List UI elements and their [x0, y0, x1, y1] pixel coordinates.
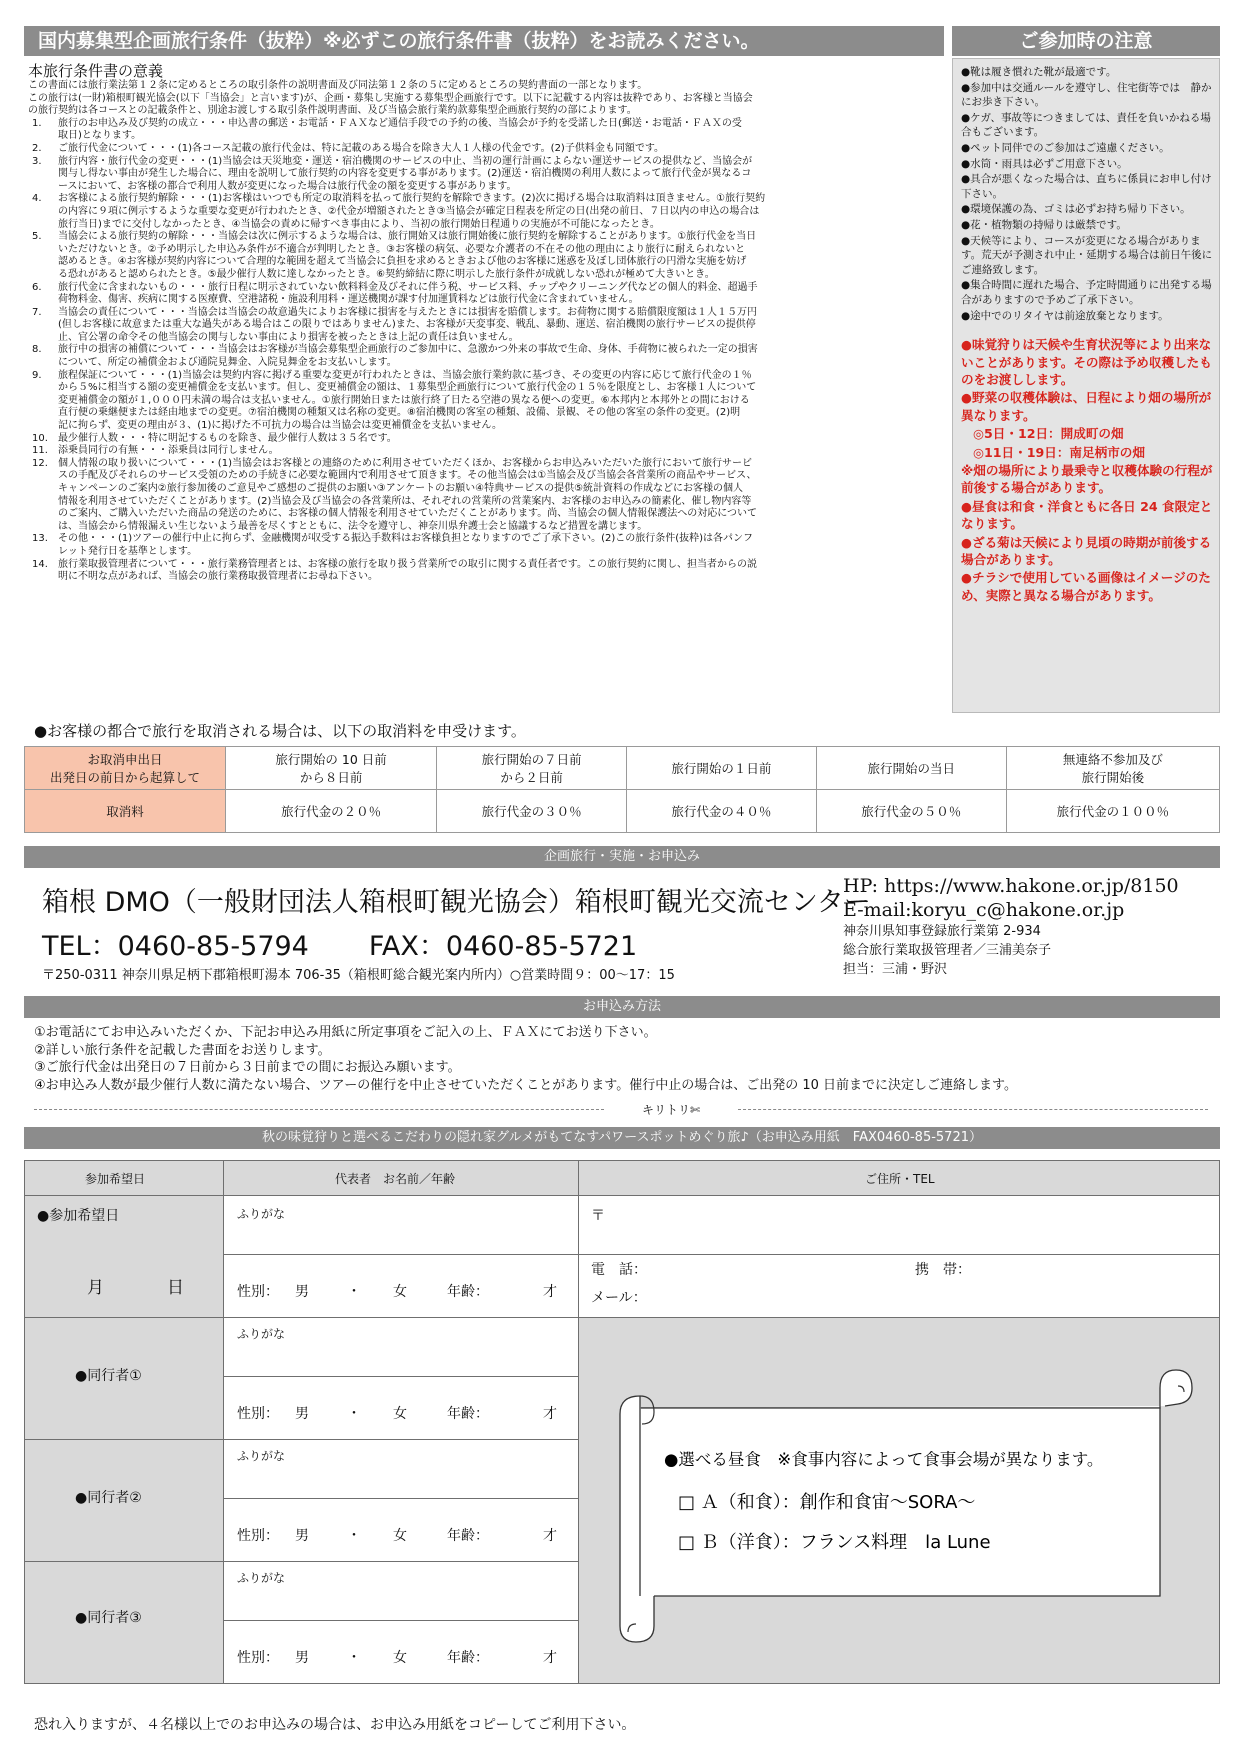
companion-3-furigana-field[interactable]: ふりがな — [237, 1571, 286, 1585]
companion-1-dot: ・ — [347, 1406, 361, 1422]
condition-item — [28, 193, 938, 231]
condition-line: レット発行日を基準とします。 — [58, 545, 198, 557]
organizer-address: 〒250-0311 神奈川県足柄下郡箱根町湯本 706-35（箱根町総合観光案内所内）○営業時間９：00～17：15 — [42, 968, 675, 983]
condition-line: る恐れがあると認められたとき。⑤最少催行人数に達しなかったとき。⑥契約締結に際に明示した旅行条件が成就しない恐れが極めて大きいとき。 — [58, 268, 715, 280]
condition-line: の内容に９項に例示するような重要な変更が行われたとき、②代金が増額されたとき③当協会が確定日程表を所定の日(出発の前日、７日以内の申込の場合は — [58, 205, 760, 217]
note-item: ●参加中は交通ルールを遵守し、住宅街等では 静かにお歩き下さい。 — [961, 81, 1212, 109]
condition-line: は、当協会から情報漏えい生じないよう最善を尽くすとともに、法令を遵守し、神奈川県弁護士会と協議するなど措置を講じます。 — [58, 520, 648, 532]
condition-item — [28, 118, 938, 143]
organizer-registration: 神奈川県知事登録旅行業第 2-934 総合旅行業取扱管理者／三浦美奈子 担当：三浦・野沢 — [843, 924, 1052, 977]
application-step: ②詳しい旅行条件を記載した書面をお送りします。 — [34, 1042, 331, 1058]
condition-line: 旅行業取扱管理者について・・・旅行業務管理者とは、お客様の旅行を取り扱う営業所での取引に関する責任者です。この旅行契約に関し、担当者からの説 — [58, 558, 757, 570]
companion-1-female-option[interactable]: 女 — [393, 1406, 407, 1422]
important-note: ●ざる菊は天候により見頃の時期が前後する場合があります。 — [961, 534, 1212, 567]
condition-item — [28, 143, 938, 156]
condition-line: 旅行中の損害の補償について・・・当協会はお客様が当協会募集型企画旅行のご参加中に、急激かつ外来の事故で生命、身体、手荷物に被られた一定の損害 — [58, 344, 758, 356]
condition-line: ースにおいて、お客様の都合で利用人数が変更になった場合は旅行代金の額を変更する事があります。 — [58, 180, 517, 192]
application-bar: お申込み方法 — [24, 996, 1220, 1018]
companion-2-age-label: 年齢： — [447, 1528, 489, 1544]
companion-2-dot: ・ — [347, 1528, 361, 1544]
condition-line: 旅行当日)までに交付しなかったとき、④当協会の責めに帰すべき事由により、当初の旅行開始日程通りの実施が不可能になったとき。 — [58, 218, 660, 230]
cancellation-fee-label: 取消料 — [25, 790, 226, 833]
cancellation-header-row — [25, 747, 1220, 790]
condition-line: のご案内、ご購入いただいた商品の発送のために、お客様の個人情報を利用させていただくことがあります。尚、当協会の個人情報保護法への対応について — [58, 508, 757, 520]
email-field[interactable]: メール： — [591, 1290, 647, 1306]
condition-number: 14. — [32, 558, 48, 570]
companion-3-age-label: 年齢： — [447, 1650, 489, 1666]
condition-line: 関与し得ない事由が発生した場合に、理由を説明して旅行契約の内容を変更する事があります。(2)運送・宿泊機関の利用人数によって旅行代金が異なるコ — [58, 168, 752, 180]
rep-dot: ・ — [347, 1284, 361, 1300]
condition-item — [28, 231, 938, 281]
condition-item — [28, 445, 938, 458]
condition-number: 7. — [32, 306, 42, 318]
condition-line: ご旅行代金について・・・(1)各コース記載の旅行代金は、特に記載のある場合を除き大人１人様の代金です。(2)子供料金も同額です。 — [58, 142, 665, 154]
lunch-title: ●選べる昼食 ※食事内容によって食事会場が異なります。 — [664, 1450, 1104, 1469]
conditions-intro-line: この旅行は(一財)箱根町観光協会(以下「当協会」と言います)が、企画・募集し実施する募集型企画旅行です。以下に記載する内容は抜粋であり、お客様と当協会 — [28, 92, 753, 104]
date-label: ●参加希望日 — [37, 1208, 120, 1224]
condition-line: 添乗員同行の有無・・・添乗員は同行しません。 — [58, 445, 279, 457]
companion-2-furigana-field[interactable]: ふりがな — [237, 1449, 286, 1463]
condition-number: 11. — [32, 445, 48, 457]
condition-line: 取日)となります。 — [58, 130, 142, 142]
condition-line: (但しお客様に故意または重大な過失がある場合はこの限りではありません)また、お客様が天変事変、戦乱、暴動、運送、宿泊機関の旅行サービスの提供停 — [58, 319, 756, 331]
condition-line: 個人情報の取り扱いについて・・・(1)当協会はお客様との連絡のために利用させていただくほか、お客様からお申込みいただいた旅行において旅行サービ — [58, 457, 752, 469]
condition-line: お客様による旅行契約解除・・・(1)お客様はいつでも所定の取消料を払って旅行契約を解除できます。(2)次に掲げる場合は取消料は頂きません。①旅行契約 — [58, 193, 766, 205]
fee-cell: 旅行代金の４０％ — [626, 790, 816, 833]
postal-field[interactable]: 〒 — [591, 1208, 605, 1224]
condition-line: 旅行内容・旅行代金の変更・・・(1)当協会は天災地変・運送・宿泊機関のサービスの中止、当初の運行計画によらない運送サービスの提供など、当協会が — [58, 155, 753, 167]
organizer-bar: 企画旅行・実施・お申込み — [24, 846, 1220, 868]
condition-text — [58, 370, 938, 433]
rep-gender-label: 性別： — [237, 1284, 279, 1300]
companion-2-gender-label: 性別： — [237, 1528, 279, 1544]
notes-list — [961, 65, 1213, 323]
condition-text — [58, 533, 938, 558]
cancellation-col-1: 旅行開始の 10 日前 から８日前 — [226, 747, 437, 790]
condition-item — [28, 559, 938, 584]
cancellation-col-4: 旅行開始の当日 — [816, 747, 1006, 790]
condition-line: 旅行代金に含まれないもの・・・旅行日程に明示されていない飲料料金及びそれに伴う税、サービス料、チップやクリーニング代などの個人的料金、超過手 — [58, 281, 758, 293]
cancellation-col-5: 無連絡不参加及び 旅行開始後 — [1006, 747, 1219, 790]
fee-cell: 旅行代金の２０％ — [226, 790, 437, 833]
condition-line: 最少催行人数・・・特に明記するものを除き、最少催行人数は３５名です。 — [58, 432, 397, 444]
important-note: ●味覚狩りは天候や生育状況等により出来ないことがあります。その際は予め収穫したものをお渡しします。 — [961, 337, 1212, 387]
note-item: ●水筒・雨具は必ずご用意下さい。 — [961, 157, 1128, 170]
companion-1-age-label: 年齢： — [447, 1406, 489, 1422]
condition-text — [58, 433, 938, 446]
lunch-option-a[interactable]: □ Ａ（和食）：創作和食宙～SORA～ — [678, 1492, 976, 1513]
companion-3-gender-label: 性別： — [237, 1650, 279, 1666]
condition-line: 認めるとき。④お客様が契約内容について合理的な範囲を超えて当協会に負担を求めるときおよび他のお客様に迷惑を及ぼし団体旅行の円滑な実施を妨げ — [58, 256, 747, 268]
lunch-option-b[interactable]: □ Ｂ（洋食）：フランス料理 la Lune — [678, 1532, 991, 1553]
application-step: ④お申込み人数が最少催行人数に満たない場合、ツアーの催行を中止させていただくことがあります。催行中止の場合は、ご出発の 10 日前までに決定しご連絡します。 — [34, 1077, 1017, 1093]
notes-important-list — [961, 336, 1213, 604]
condition-line: 変更補償金の額が１,０００円未満の場合は支払いません。①旅行開始日または旅行終了日たる空港の異なる便への変更。⑥本邦内と本邦外との間における — [58, 394, 750, 406]
note-item: ●花・植物類の持帰りは厳禁です。 — [961, 218, 1127, 231]
companion-3-male-option[interactable]: 男 — [295, 1650, 309, 1666]
day-field[interactable]: 日 — [167, 1278, 184, 1298]
condition-line: 記に拘らず、変更の理由が３、(1)に掲げた不可抗力の場合は当協会は変更補償金を支払いません。 — [58, 420, 502, 432]
phone-field[interactable]: 電 話： — [591, 1262, 647, 1278]
condition-text — [58, 559, 938, 584]
note-item: ●ケガ、事故等につきましては、責任を負いかねる場合もございます。 — [961, 111, 1211, 139]
condition-text — [58, 193, 938, 231]
note-item: ●具合が悪くなった場合は、直ちに係員にお申し付け下さい。 — [961, 173, 1212, 200]
condition-item — [28, 433, 938, 446]
application-step: ①お電話にてお申込みいただくか、下記お申込み用紙に所定事項をご記入の上、ＦＡＸにてお送り下さい。 — [34, 1025, 657, 1040]
organizer-tel: TEL：0460-85-5794 — [42, 931, 309, 962]
organizer-hp: HP: https://www.hakone.or.jp/8150 — [843, 875, 1179, 897]
participation-notes — [952, 58, 1220, 713]
note-item: ●天候等により、コースが変更になる場合があります。荒天が予測され中止・延期する場合は前日午後にご連絡致します。 — [961, 234, 1213, 276]
organizer-web — [843, 874, 1179, 922]
application-steps — [34, 1024, 1017, 1094]
condition-number: 4. — [32, 193, 42, 205]
organizer-fax: FAX：0460-85-5721 — [368, 931, 638, 962]
cancellation-col-3: 旅行開始の１日前 — [626, 747, 816, 790]
cancellation-header-label: お取消申出日 出発日の前日から起算して — [25, 747, 226, 790]
condition-text — [58, 445, 938, 458]
rep-age-unit: 才 — [543, 1284, 557, 1300]
condition-line: スの手配及びそれらのサービス受領のための手続きに必要な範囲内で利用させて頂きます。その他当協会は①当協会及び当協会各営業所の商品やサービス、 — [58, 470, 757, 482]
condition-number: 8. — [32, 344, 42, 356]
condition-text — [58, 143, 938, 156]
condition-text — [58, 307, 938, 345]
condition-line: 当協会の責任について・・・当協会は当協会の故意過失によりお客様に損害を与えたときには損害を賠償します。お荷物に関する賠償限度額は１人１５万円 — [58, 306, 757, 318]
footer-note: 恐れ入りますが、４名様以上でのお申込みの場合は、お申込み用紙をコピーしてご利用下さい。 — [34, 1717, 636, 1733]
condition-item — [28, 282, 938, 307]
condition-item — [28, 533, 938, 558]
condition-item — [28, 370, 938, 433]
condition-text — [58, 156, 938, 194]
fee-cell: 旅行代金の１００％ — [1006, 790, 1219, 833]
notes-title-bar: ご参加時の注意 — [952, 26, 1220, 56]
condition-number: 2. — [32, 142, 42, 154]
condition-line: 当協会による旅行契約の解除・・・当協会は次に例示するような場合は、旅行開始又は旅行開始後に旅行契約を解除することがあります。①旅行代金を当日 — [58, 231, 757, 243]
cancellation-col-2: 旅行開始の７日前 から２日前 — [437, 747, 627, 790]
condition-item — [28, 307, 938, 345]
condition-number: 1. — [32, 117, 42, 129]
condition-line: キャンペーンのご案内②旅行参加後のご意見やご感想のご提供のお願い③アンケートのお願い④特典サービスの提供⑤統計資料の作成などにお客様の個人 — [58, 483, 744, 494]
condition-text — [58, 458, 938, 534]
fee-cell: 旅行代金の５０％ — [816, 790, 1006, 833]
note-item: ●靴は履き慣れた靴が最適です。 — [961, 66, 1117, 78]
rep-male-option[interactable]: 男 — [295, 1284, 309, 1300]
condition-line: 情報を利用させていただくことがあります。(2)当協会及び当協会の各営業所は、それぞれの営業所の営業案内、お客様のお申込みの簡素化、催し物内容等 — [58, 495, 752, 507]
conditions-intro-line: の旅行契約は各コースとの記載条件と、別途お渡しする取引条件説明書面、及び当協会旅行業約款募集型企画旅行契約の部によります。 — [28, 105, 637, 117]
condition-text — [58, 118, 938, 143]
note-item: ●ペット同伴でのご参加はご遠慮ください。 — [961, 141, 1170, 154]
cancellation-lead: ●お客様の都合で旅行を取消される場合は、以下の取消料を申受けます。 — [34, 722, 526, 740]
important-note: ●チラシで使用している画像はイメージのため、実際と異なる場合があります。 — [961, 570, 1211, 603]
rep-furigana-field[interactable]: ふりがな — [237, 1207, 286, 1221]
condition-number: 6. — [32, 281, 42, 293]
conditions-list — [28, 118, 938, 584]
lunch-scroll-graphic — [600, 1356, 1195, 1646]
col-date-header: 参加希望日 — [85, 1172, 146, 1186]
condition-item — [28, 344, 938, 369]
condition-text — [58, 231, 938, 281]
condition-line: 直行便の乗継便または経由地までの変更。⑦宿泊機関の種類又は名称の変更。⑧宿泊機関の客室の種類、設備、景観、その他の客室の条件の変更。(2)明 — [58, 407, 741, 419]
rep-female-option[interactable]: 女 — [393, 1284, 407, 1300]
condition-text — [58, 282, 938, 307]
companion-3-dot: ・ — [347, 1650, 361, 1666]
companion-2-label: ●同行者② — [75, 1490, 142, 1506]
companion-1-male-option[interactable]: 男 — [295, 1406, 309, 1422]
important-note: ◎5日・12日：開成町の畑 — [973, 426, 1124, 442]
condition-line: その他・・・(1)ツアーの催行中止に拘らず、金融機関が収受する振込手数料はお客様負担となりますのでご了承下さい。(2)この旅行条件(抜粋)は各パンフ — [58, 533, 754, 545]
condition-line: から５%に相当する額の変更補償金を支払います。但し、変更補償金の額は、１募集型企画旅行について旅行代金の１５％を限度とし、お客様１人について — [58, 382, 757, 394]
condition-line: 明に不明な点があれば、当協会の旅行業務取扱管理者にお尋ね下さい。 — [58, 571, 378, 583]
condition-number: 10. — [32, 432, 48, 444]
month-field[interactable]: 月 — [87, 1278, 104, 1298]
organizer-email: E-mail:koryu_c@hakone.or.jp — [843, 899, 1125, 921]
companion-1-label: ●同行者① — [75, 1368, 142, 1384]
condition-line: 荷物料金、傷害、疾病に関する医療費、空港諸税・施設利用料・運送機関が課す付加運賃料などは旅行代金に含まれていません。 — [58, 294, 639, 306]
condition-line: 旅行のお申込み及び契約の成立・・・申込書の郵送・お電話・ＦＡＸなど通信手段での予約の後、当協会が予約を受諾した日(郵送・お電話・ＦＡＸの受 — [58, 117, 742, 129]
condition-line: 止、官公署の命令その他当協会の関与しない事由により損害を被ったときは上記の責任は負いません。 — [58, 331, 519, 343]
application-step: ③ご旅行代金は出発日の７日前から３日前までの間にお振込み願います。 — [34, 1060, 461, 1076]
condition-number: 5. — [32, 231, 42, 243]
conditions-intro — [28, 80, 938, 118]
condition-line: いただけないとき。②予め明示した申込み条件が不適合が判明したとき。③お客様の病気、必要な介護者の不在その他の理由により旅行に耐えられないと — [58, 243, 746, 255]
condition-text — [58, 344, 938, 369]
condition-number: 13. — [32, 533, 48, 545]
companion-3-label: ●同行者③ — [75, 1610, 142, 1626]
organizer-name: 箱根 DMO（一般財団法人箱根町観光協会）箱根町観光交流センター — [42, 887, 871, 918]
important-note: ●昼食は和食・洋食ともに各日 24 食限定となります。 — [961, 498, 1213, 532]
condition-item — [28, 458, 938, 534]
companion-3-female-option[interactable]: 女 — [393, 1650, 407, 1666]
condition-line: 旅程保証について・・・(1)当協会は契約内容に掲げる重要な変更が行われたときは、当協会旅行業約款に基づき、その変更の内容に応じて旅行代金の１％ — [58, 369, 752, 381]
conditions-heading: 本旅行条件書の意義 — [28, 62, 164, 80]
mobile-field[interactable]: 携 帯： — [915, 1262, 971, 1278]
cancellation-table — [24, 746, 1220, 833]
companion-2-age-unit: 才 — [543, 1528, 557, 1544]
fee-cell: 旅行代金の３０％ — [437, 790, 627, 833]
companion-1-gender-label: 性別： — [237, 1406, 279, 1422]
organizer-contact — [42, 924, 637, 963]
important-note: ◎11日・19日：南足柄市の畑 — [973, 444, 1145, 460]
condition-item — [28, 156, 938, 194]
important-note: ●野菜の収穫体験は、日程により畑の場所が異なります。 — [961, 390, 1212, 423]
condition-line: について、所定の補償金および通院見舞金、入院見舞金をお支払いします。 — [58, 357, 397, 369]
note-item: ●環境保護の為、ゴミは必ずお持ち帰り下さい。 — [961, 203, 1191, 216]
condition-number: 9. — [32, 369, 42, 381]
form-bar: 秋の味覚狩りと選べるこだわりの隠れ家グルメがもてなすパワースポットめぐり旅♪（お申込み用紙 FAX0460-85-5721） — [24, 1127, 1220, 1149]
companion-2-male-option[interactable]: 男 — [295, 1528, 309, 1544]
col-address-header: ご住所・TEL — [865, 1172, 935, 1186]
rep-age-label: 年齢： — [447, 1284, 489, 1300]
note-item: ●途中でのリタイヤは前途放棄となります。 — [961, 309, 1169, 322]
cut-label: キリトリ✄ — [616, 1101, 726, 1118]
travel-conditions — [28, 62, 938, 584]
cut-line — [24, 1101, 1220, 1117]
companion-3-age-unit: 才 — [543, 1650, 557, 1666]
condition-number: 3. — [32, 155, 42, 167]
companion-1-age-unit: 才 — [543, 1406, 557, 1422]
important-note: ※畑の場所により最乗寺と収穫体験の行程が前後する場合があります。 — [961, 462, 1213, 496]
form-header-bg — [25, 1161, 1219, 1195]
note-item: ●集合時間に遅れた場合、予定時間通りに出発する場合がありますので予めご了承下さい。 — [961, 279, 1212, 306]
conditions-intro-line: この書面には旅行業法第１２条に定めるところの取引条件の説明書面及び同法第１２条の５に定めるところの契約書面の一部となります。 — [28, 80, 648, 91]
cancellation-fee-row — [25, 790, 1220, 833]
conditions-title-bar: 国内募集型企画旅行条件（抜粋）※必ずこの旅行条件書（抜粋）をお読みください。 — [24, 26, 944, 56]
companion-1-furigana-field[interactable]: ふりがな — [237, 1327, 286, 1341]
companion-2-female-option[interactable]: 女 — [393, 1528, 407, 1544]
col-name-header: 代表者 お名前／年齢 — [335, 1172, 456, 1186]
condition-number: 12. — [32, 457, 48, 469]
